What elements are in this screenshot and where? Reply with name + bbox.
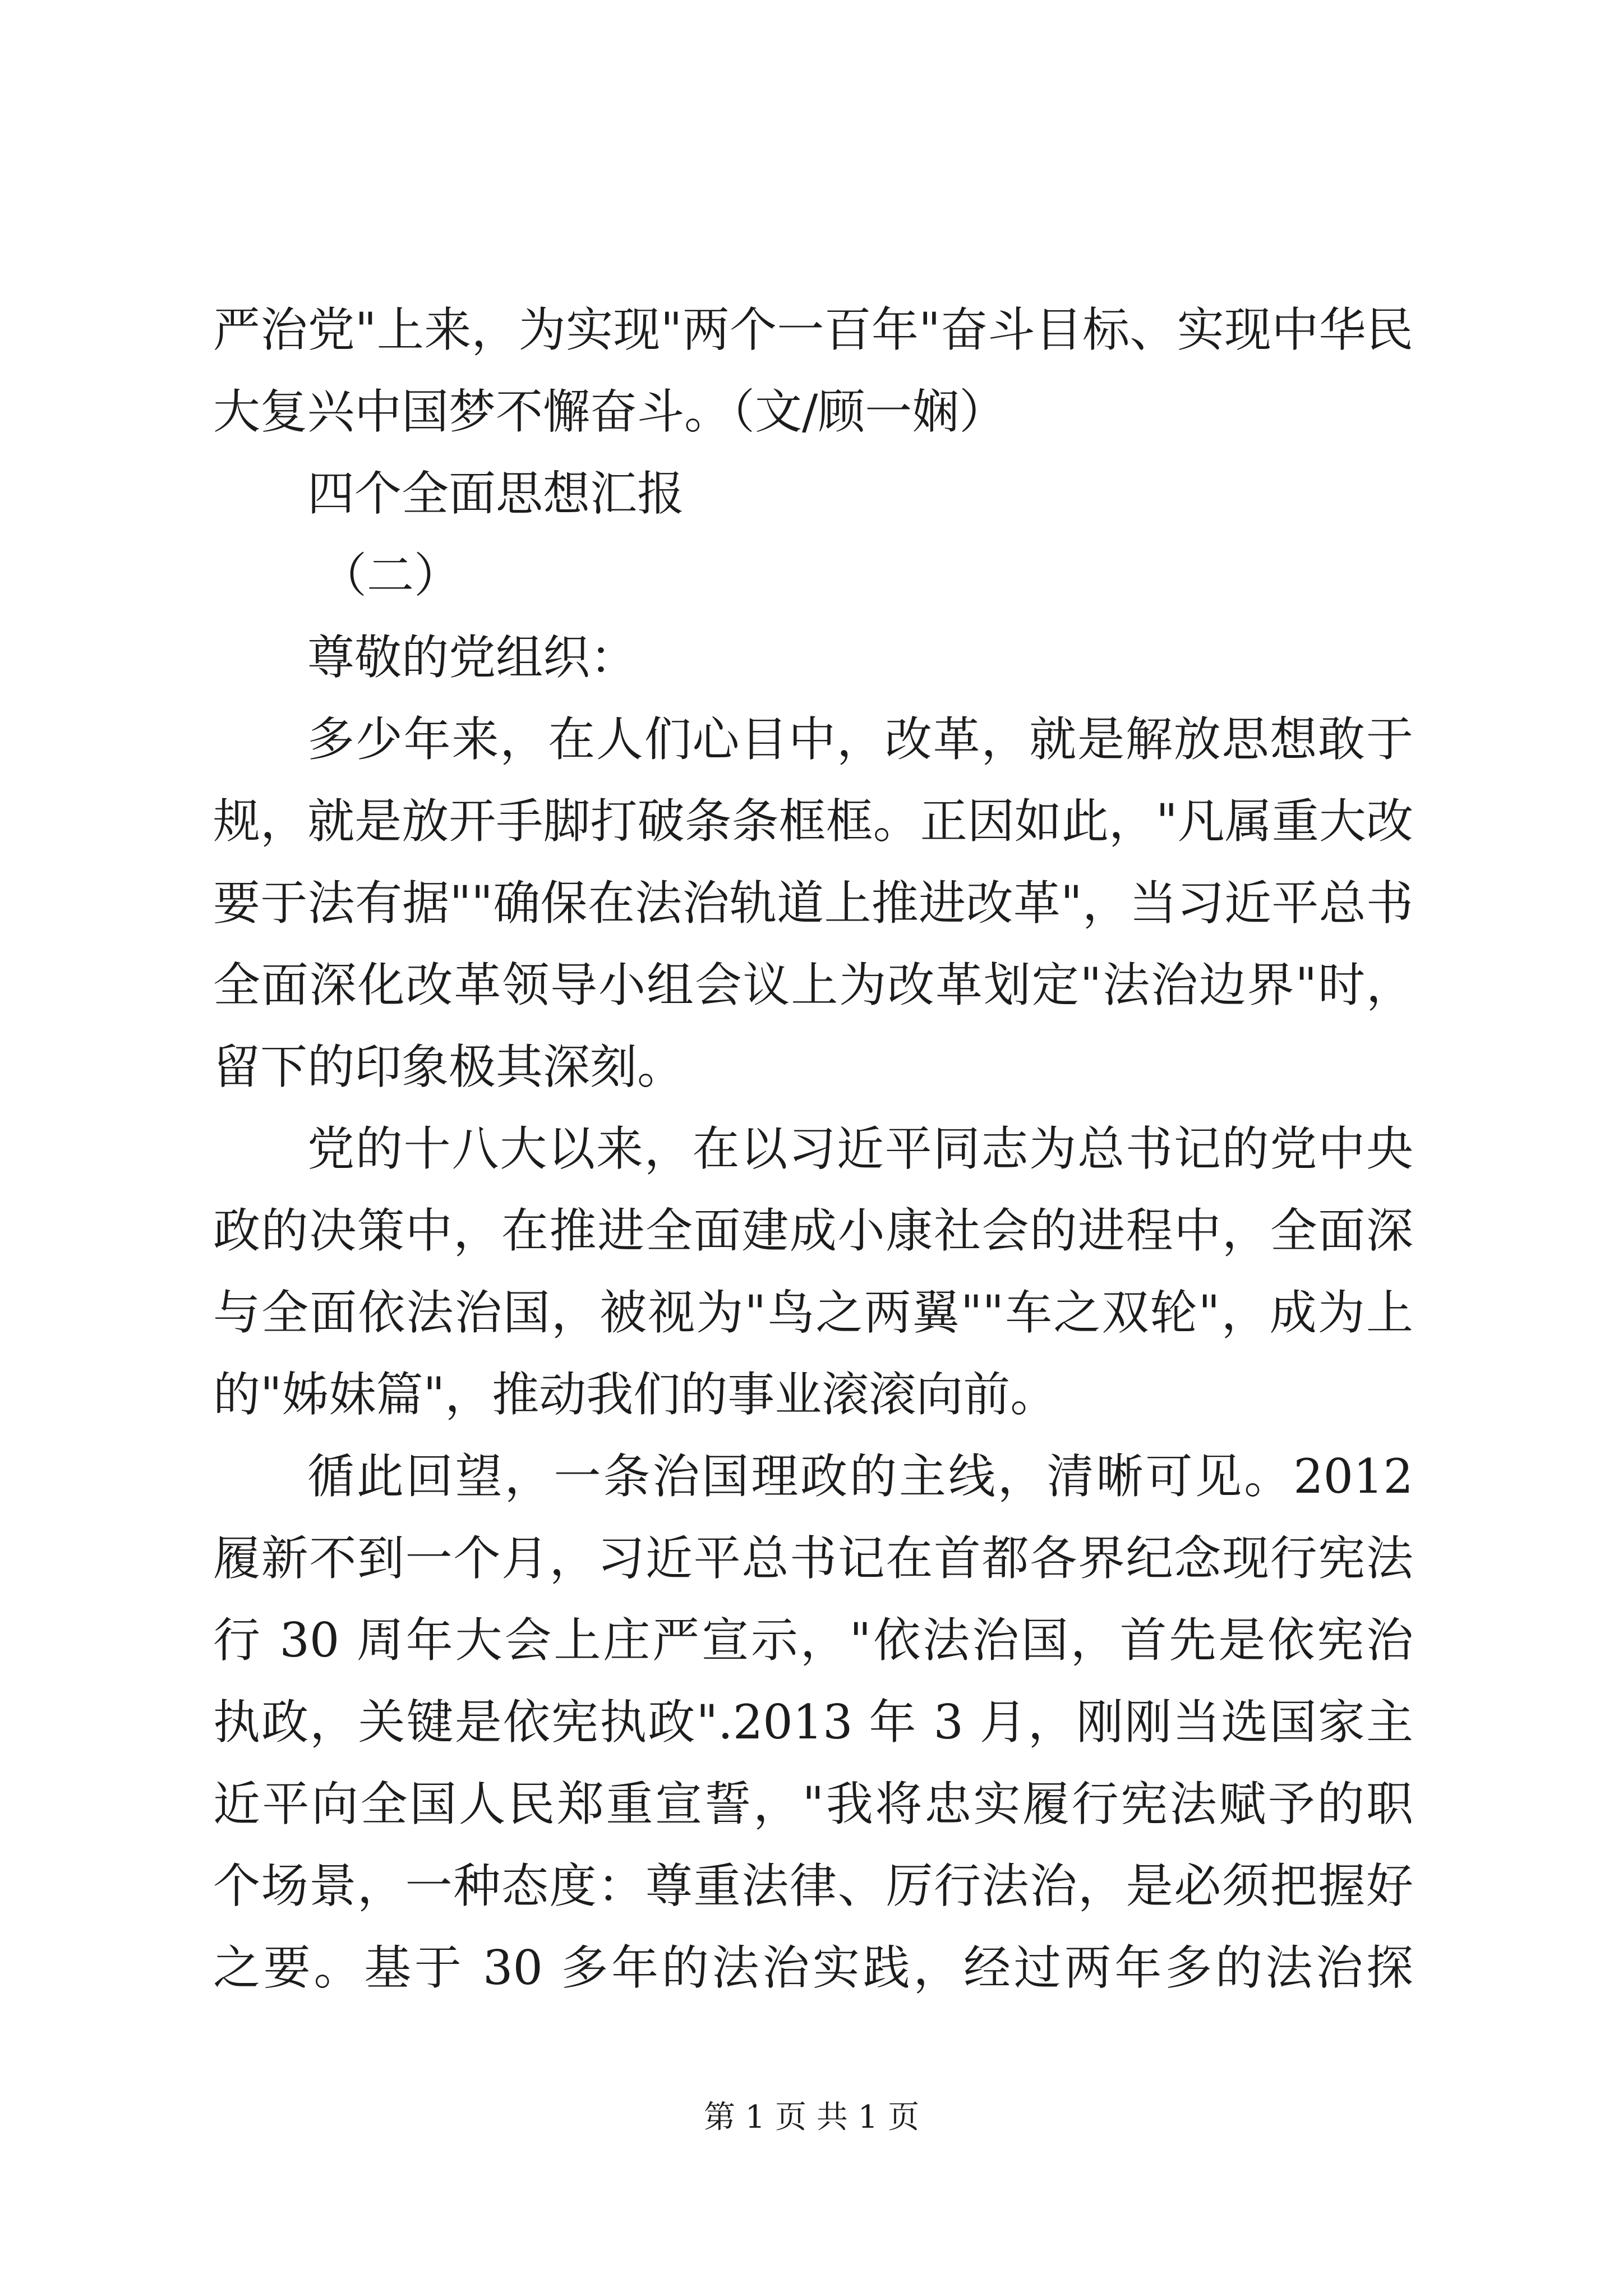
text-line: 严治党"上来，为实现"两个一百年"奋斗目标、实现中华民: [213, 302, 1413, 357]
text-line: 多少年来，在人们心目中，改革，就是解放思想敢于: [307, 712, 1413, 767]
text-line: 规，就是放开手脚打破条条框框。正因如此，"凡属重大改: [213, 794, 1413, 849]
text-line: 个场景，一种态度：尊重法律、厉行法治，是必须把握好: [213, 1858, 1413, 1913]
text-line: 履新不到一个月，习近平总书记在首都各界纪念现行宪法: [213, 1531, 1413, 1586]
text-line: 循此回望，一条治国理政的主线，清晰可见。2012: [307, 1449, 1413, 1504]
text-line: 的"姊妹篇"，推动我们的事业滚滚向前。: [213, 1367, 1058, 1422]
text-line: 近平向全国人民郑重宣誓，"我将忠实履行宪法赋予的职: [213, 1777, 1413, 1832]
salutation: 尊敬的党组织：: [307, 630, 638, 685]
text-line: 行 30 周年大会上庄严宣示，"依法治国，首先是依宪治: [213, 1613, 1413, 1668]
text-line: 大复兴中国梦不懈奋斗。（文/顾一娴）: [213, 384, 1007, 439]
page-footer: [0, 2095, 1623, 2140]
text-line: 留下的印象极其深刻。: [213, 1039, 685, 1094]
text-line: 要于法有据""确保在法治轨道上推进改革"，当习近平总书: [213, 876, 1413, 931]
text-line: 全面深化改革领导小组会议上为改革划定"法治边界"时，: [213, 958, 1413, 1013]
section-title: 四个全面思想汇报: [307, 466, 685, 521]
text-line: 政的决策中，在推进全面建成小康社会的进程中，全面深: [213, 1203, 1413, 1258]
document-body: [213, 289, 1413, 2009]
text-line: 之要。基于 30 多年的法治实践，经过两年多的法治探: [213, 1940, 1413, 1995]
text-line: 党的十八大以来，在以习近平同志为总书记的党中央: [307, 1121, 1413, 1176]
text-line: 与全面依法治国，被视为"鸟之两翼""车之双轮"，成为上: [213, 1285, 1413, 1340]
page-number: 第 1 页 共 1 页: [703, 2099, 920, 2136]
text-line: 执政，关键是依宪执政".2013 年 3 月，刚刚当选国家主: [213, 1695, 1413, 1750]
section-number: （二）: [320, 548, 462, 603]
